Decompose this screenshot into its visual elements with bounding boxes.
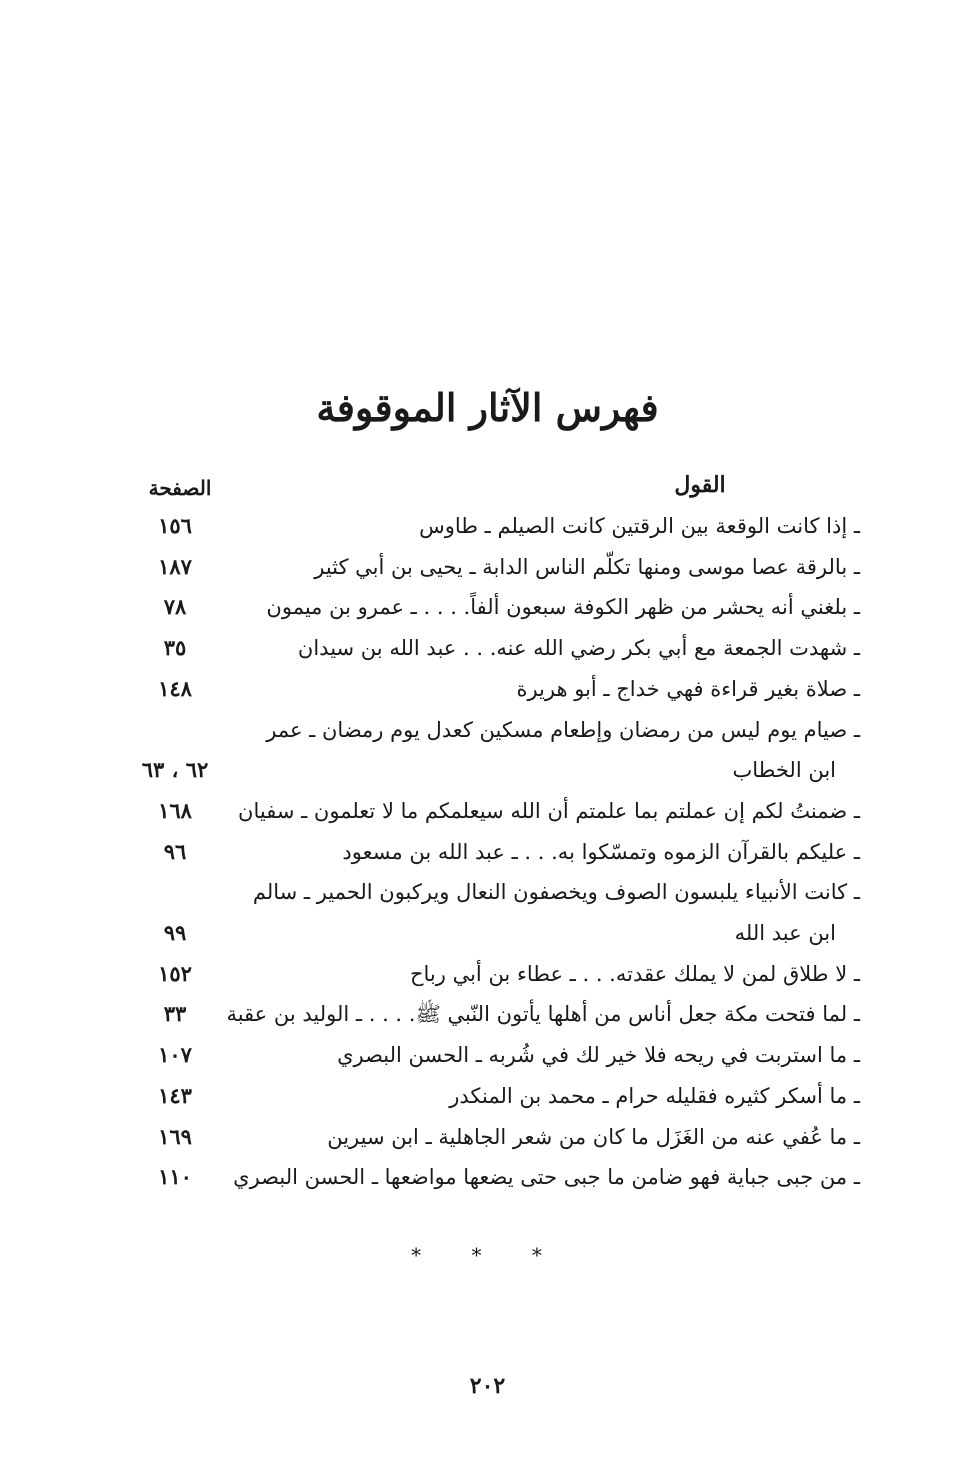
index-entry — [120, 872, 860, 912]
index-entry — [120, 832, 860, 872]
index-entry — [120, 506, 860, 546]
entry-text: ـ عليكم بالقرآن الزموه وتمسّكوا به. . . ـ عبد الله بن مسعود — [342, 839, 860, 864]
index-entry — [120, 710, 860, 750]
page-number: ٢٠٢ — [469, 1373, 506, 1399]
entry-page-ref: ٩٩ — [163, 920, 187, 945]
page-title: فهرس الآثار الموقوفة — [316, 385, 659, 430]
index-entry-continuation — [120, 750, 860, 790]
section-separator: * * * — [411, 1243, 564, 1267]
entry-text: ـ ما عُفي عنه من الغَزَل ما كان من شعر الجاهلية ـ ابن سيرين — [327, 1124, 860, 1149]
entry-page-ref: ١٦٩ — [158, 1123, 192, 1149]
entry-text: ابن عبد الله — [734, 921, 836, 945]
entry-text: ابن الخطاب — [732, 758, 836, 783]
entry-page-ref: ١٤٨ — [158, 675, 192, 701]
entry-text: ـ بالرقة عصا موسى ومنها تكلّم الناس الدابة ـ يحيى بن أبي كثير — [314, 554, 860, 579]
entry-page-ref: ١٦٨ — [158, 797, 192, 823]
entry-page-ref: ٣٣ — [163, 1001, 187, 1027]
entry-text: ـ إذا كانت الوقعة بين الرقتين كانت الصيلم ـ طاوس — [419, 514, 860, 538]
entry-text: ـ لا طلاق لمن لا يملك عقدته. . . ـ عطاء بن أبي رباح — [409, 961, 860, 986]
entry-page-ref: ١٠٧ — [158, 1042, 192, 1068]
entry-page-ref: ١٥٢ — [158, 960, 192, 986]
entry-page-ref: ٣٥ — [163, 635, 187, 661]
entry-page-ref: ١٨٧ — [158, 553, 192, 579]
index-entry-continuation — [120, 913, 860, 953]
entry-text: ـ ما أسكر كثيره فقليله حرام ـ محمد بن المنكدر — [449, 1083, 860, 1108]
index-entry — [120, 1035, 860, 1075]
index-entry — [120, 954, 860, 994]
entry-text: ـ شهدت الجمعة مع أبي بكر رضي الله عنه. . . عبد الله بن سيدان — [297, 636, 860, 661]
entry-page-ref: ٧٨ — [163, 594, 187, 620]
entry-text: ـ كانت الأنبياء يلبسون الصوف ويخصفون النعال ويركبون الحمير ـ سالم — [252, 880, 860, 905]
entry-text: ـ من جبى جباية فهو ضامن ما جبى حتى يضعها مواضعها ـ الحسن البصري — [233, 1165, 860, 1190]
entry-text: ـ صلاة بغير قراءة فهي خداج ـ أبو هريرة — [516, 676, 860, 701]
entry-text: ـ لما فتحت مكة جعل أناس من أهلها يأتون النّبي ﷺ. . . . ـ الوليد بن عقبة — [226, 1002, 860, 1027]
entry-page-ref: ١١٠ — [158, 1164, 192, 1190]
index-entry — [120, 1117, 860, 1157]
entry-page-ref: ١٥٦ — [158, 513, 192, 538]
index-entry — [120, 994, 860, 1034]
index-entry — [120, 1076, 860, 1116]
column-header-saying: القول — [674, 472, 726, 498]
index-entry — [120, 669, 860, 709]
entry-text: ـ ما استربت في ريحه فلا خير لك في شُربه ـ الحسن البصري — [337, 1043, 860, 1068]
entry-text: ـ بلغني أنه يحشر من ظهر الكوفة سبعون ألفاً. . . . ـ عمرو بن ميمون — [266, 595, 860, 620]
index-entry — [120, 1157, 860, 1197]
column-header-page: الصفحة — [148, 476, 212, 500]
index-entry — [120, 587, 860, 627]
entry-text: ـ ضمنتُ لكم إن عملتم بما علمتم أن الله سيعلمكم ما لا تعلمون ـ سفيان — [238, 798, 860, 823]
entry-page-ref: ٩٦ — [163, 838, 187, 864]
index-entry — [120, 547, 860, 587]
index-entry — [120, 791, 860, 831]
entry-page-ref: ١٤٣ — [158, 1082, 192, 1108]
entry-page-ref: ٦٢ ، ٦٣ — [141, 757, 209, 783]
entry-text: ـ صيام يوم ليس من رمضان وإطعام مسكين كعدل يوم رمضان ـ عمر — [266, 717, 860, 742]
index-entry — [120, 628, 860, 668]
